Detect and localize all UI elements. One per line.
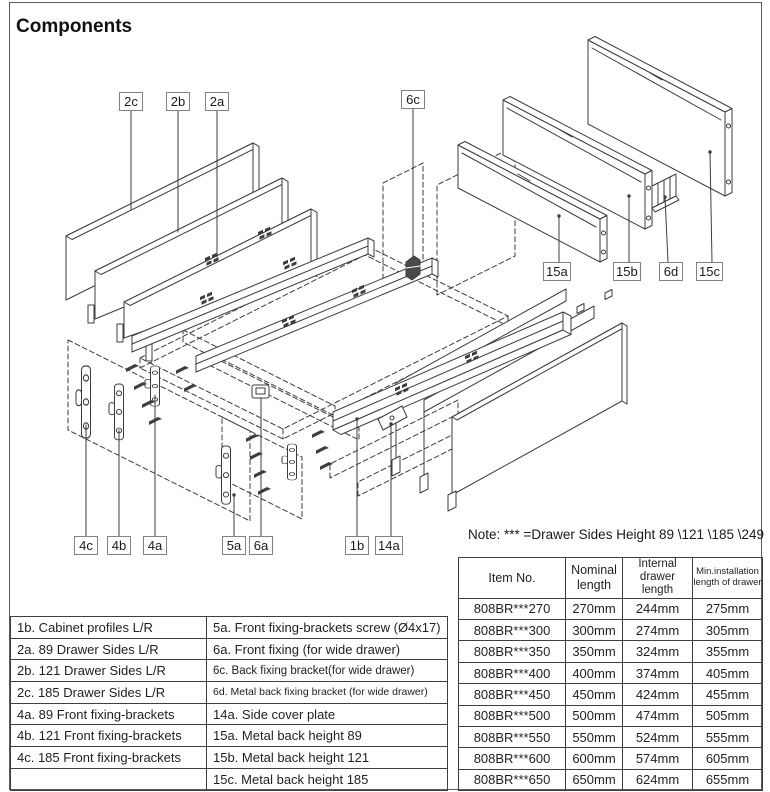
- spec-table: [458, 557, 763, 791]
- cell-min: 455mm: [693, 684, 763, 705]
- table-row: [11, 725, 448, 747]
- part-label-2b: 2b: [166, 92, 190, 111]
- part-label-6a: 6a: [249, 536, 273, 555]
- col-header-internal: Internal drawer length: [623, 558, 693, 599]
- table-row: [11, 617, 448, 639]
- cell-internal: 574mm: [623, 748, 693, 769]
- col-header-min: Min.installation length of drawer: [693, 558, 763, 599]
- table-header-row: [459, 558, 763, 599]
- table-row: [11, 682, 448, 704]
- table-row: [459, 769, 763, 790]
- table-row: [459, 727, 763, 748]
- cell-internal: 474mm: [623, 705, 693, 726]
- cell-min: 555mm: [693, 727, 763, 748]
- cell-item: 808BR***350: [459, 641, 566, 662]
- cell-item: 808BR***300: [459, 620, 566, 641]
- col-header-nominal: Nominal length: [566, 558, 623, 599]
- part-label-15c: 15c: [696, 262, 723, 281]
- part-label-2a: 2a: [205, 92, 229, 111]
- cell-min: 275mm: [693, 598, 763, 619]
- table-row: [11, 747, 448, 769]
- legend-cell: 2b. 121 Drawer Sides L/R: [11, 660, 207, 682]
- cell-item: 808BR***270: [459, 598, 566, 619]
- cell-nominal: 650mm: [566, 769, 623, 790]
- front-fixing-brackets: [76, 364, 333, 504]
- cell-min: 355mm: [693, 641, 763, 662]
- cell-item: 808BR***500: [459, 705, 566, 726]
- cell-item: 808BR***650: [459, 769, 566, 790]
- cell-min: 655mm: [693, 769, 763, 790]
- legend-cell: 15c. Metal back height 185: [207, 768, 448, 790]
- table-row: [459, 641, 763, 662]
- part-label-14a: 14a: [375, 536, 403, 555]
- cell-internal: 244mm: [623, 598, 693, 619]
- part-label-1b: 1b: [345, 536, 369, 555]
- legend-cell: 5a. Front fixing-brackets screw (Ø4x17): [207, 617, 448, 639]
- legend-cell: 4a. 89 Front fixing-brackets: [11, 703, 207, 725]
- cell-internal: 524mm: [623, 727, 693, 748]
- cell-internal: 274mm: [623, 620, 693, 641]
- cell-item: 808BR***600: [459, 748, 566, 769]
- part-label-4c: 4c: [74, 536, 98, 555]
- table-row: [459, 748, 763, 769]
- drawer-height-note: Note: *** =Drawer Sides Height 89 \121 \185 \249: [468, 527, 765, 542]
- table-row: [459, 598, 763, 619]
- cell-nominal: 450mm: [566, 684, 623, 705]
- cell-internal: 624mm: [623, 769, 693, 790]
- part-label-5a: 5a: [222, 536, 246, 555]
- legend-cell: 15b. Metal back height 121: [207, 747, 448, 769]
- cell-min: 505mm: [693, 705, 763, 726]
- part-label-2c: 2c: [119, 92, 143, 111]
- legend-cell: 6a. Front fixing (for wide drawer): [207, 638, 448, 660]
- table-row: [459, 705, 763, 726]
- table-row: [11, 638, 448, 660]
- page-title: Components: [16, 16, 133, 37]
- legend-cell: [11, 768, 207, 790]
- table-row: [11, 660, 448, 682]
- cell-nominal: 350mm: [566, 641, 623, 662]
- cell-internal: 424mm: [623, 684, 693, 705]
- table-row: [11, 703, 448, 725]
- part-label-15a: 15a: [543, 262, 571, 281]
- col-header-item: Item No.: [459, 558, 566, 599]
- table-row: [459, 620, 763, 641]
- legend-cell: 14a. Side cover plate: [207, 703, 448, 725]
- legend-cell: 4b. 121 Front fixing-brackets: [11, 725, 207, 747]
- cell-nominal: 300mm: [566, 620, 623, 641]
- cell-nominal: 400mm: [566, 662, 623, 683]
- legend-cell: 2c. 185 Drawer Sides L/R: [11, 682, 207, 704]
- cell-min: 305mm: [693, 620, 763, 641]
- cell-nominal: 550mm: [566, 727, 623, 748]
- cell-min: 605mm: [693, 748, 763, 769]
- part-label-4b: 4b: [107, 536, 131, 555]
- cell-min: 405mm: [693, 662, 763, 683]
- legend-cell: 15a. Metal back height 89: [207, 725, 448, 747]
- legend-cell: 4c. 185 Front fixing-brackets: [11, 747, 207, 769]
- cell-nominal: 600mm: [566, 748, 623, 769]
- part-label-6d: 6d: [659, 262, 683, 281]
- front-fixing-wide-clip: [252, 385, 269, 398]
- legend-cell: 6c. Back fixing bracket(for wide drawer): [207, 660, 448, 682]
- legend-table: [10, 616, 448, 791]
- cell-item: 808BR***400: [459, 662, 566, 683]
- legend-cell: 6d. Metal back fixing bracket (for wide drawer): [207, 682, 448, 704]
- table-row: [459, 684, 763, 705]
- cell-nominal: 270mm: [566, 598, 623, 619]
- part-label-15b: 15b: [613, 262, 641, 281]
- part-label-4a: 4a: [143, 536, 167, 555]
- cell-item: 808BR***450: [459, 684, 566, 705]
- part-label-6c: 6c: [401, 90, 425, 109]
- cell-internal: 324mm: [623, 641, 693, 662]
- cell-internal: 374mm: [623, 662, 693, 683]
- legend-cell: 1b. Cabinet profiles L/R: [11, 617, 207, 639]
- table-row: [11, 768, 448, 790]
- cell-nominal: 500mm: [566, 705, 623, 726]
- cell-item: 808BR***550: [459, 727, 566, 748]
- table-row: [459, 662, 763, 683]
- legend-cell: 2a. 89 Drawer Sides L/R: [11, 638, 207, 660]
- side-cover-plates: [392, 289, 627, 511]
